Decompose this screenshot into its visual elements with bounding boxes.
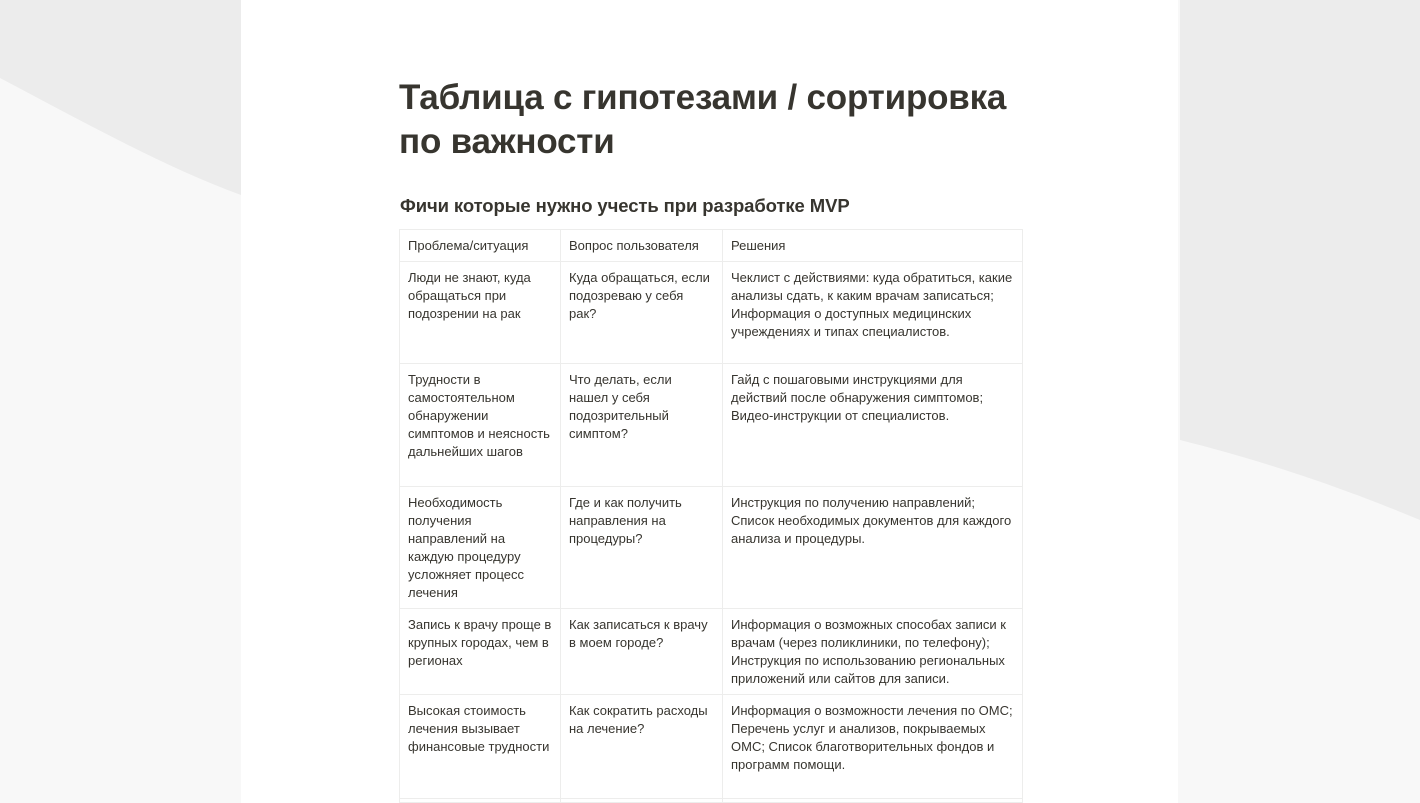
cell-solution[interactable]: Чеклист с действиями: куда обратиться, какие анализы сдать, к каким врачам записаться; Информация о доступных медицинских учреждениях и типах специалистов. bbox=[723, 262, 1023, 364]
cell-question[interactable]: Как сократить расходы на лечение? bbox=[561, 695, 723, 799]
table-row bbox=[400, 364, 1023, 487]
cell-question[interactable]: Что делать, если нашел у себя подозрительный симптом? bbox=[561, 364, 723, 487]
cell-problem[interactable]: Люди не знают, куда обращаться при подозрении на рак bbox=[400, 262, 561, 364]
table-row bbox=[400, 262, 1023, 364]
cell-empty[interactable] bbox=[561, 799, 723, 803]
column-header-solution[interactable]: Решения bbox=[723, 230, 1023, 262]
cell-problem[interactable]: Запись к врачу проще в крупных городах, чем в регионах bbox=[400, 609, 561, 695]
page-content bbox=[399, 76, 1022, 803]
section-heading[interactable]: Фичи которые нужно учесть при разработке MVP bbox=[400, 195, 850, 216]
cell-problem[interactable]: Высокая стоимость лечения вызывает финансовые трудности bbox=[400, 695, 561, 799]
cell-question[interactable]: Как записаться к врачу в моем городе? bbox=[561, 609, 723, 695]
table-row-partial bbox=[400, 799, 1023, 803]
cell-empty[interactable] bbox=[723, 799, 1023, 803]
table-row bbox=[400, 487, 1023, 609]
cell-problem[interactable]: Трудности в самостоятельном обнаружении симптомов и неясность дальнейших шагов bbox=[400, 364, 561, 487]
table-header-row bbox=[400, 230, 1023, 262]
table-row bbox=[400, 695, 1023, 799]
document-page bbox=[241, 0, 1178, 803]
hypotheses-table bbox=[399, 229, 1023, 803]
table-row bbox=[400, 609, 1023, 695]
cell-solution[interactable]: Информация о возможных способах записи к врачам (через поликлиники, по телефону); Инструкция по использованию региональных приложений или сайтов для записи. bbox=[723, 609, 1023, 695]
cell-solution[interactable]: Гайд с пошаговыми инструкциями для действий после обнаружения симптомов; Видео-инструкции от специалистов. bbox=[723, 364, 1023, 487]
cell-question[interactable]: Где и как получить направления на процедуры? bbox=[561, 487, 723, 609]
page-title[interactable]: Таблица с гипотезами / сортировка по важности bbox=[399, 78, 1007, 161]
column-header-problem[interactable]: Проблема/ситуация bbox=[400, 230, 561, 262]
cell-solution[interactable]: Информация о возможности лечения по ОМС; Перечень услуг и анализов, покрываемых ОМС; Список благотворительных фондов и программ помощи. bbox=[723, 695, 1023, 799]
cell-empty[interactable] bbox=[400, 799, 561, 803]
column-header-question[interactable]: Вопрос пользователя bbox=[561, 230, 723, 262]
cell-solution[interactable]: Инструкция по получению направлений; Список необходимых документов для каждого анализа и процедуры. bbox=[723, 487, 1023, 609]
cell-question[interactable]: Куда обращаться, если подозреваю у себя рак? bbox=[561, 262, 723, 364]
cell-problem[interactable]: Необходимость получения направлений на каждую процедуру усложняет процесс лечения bbox=[400, 487, 561, 609]
